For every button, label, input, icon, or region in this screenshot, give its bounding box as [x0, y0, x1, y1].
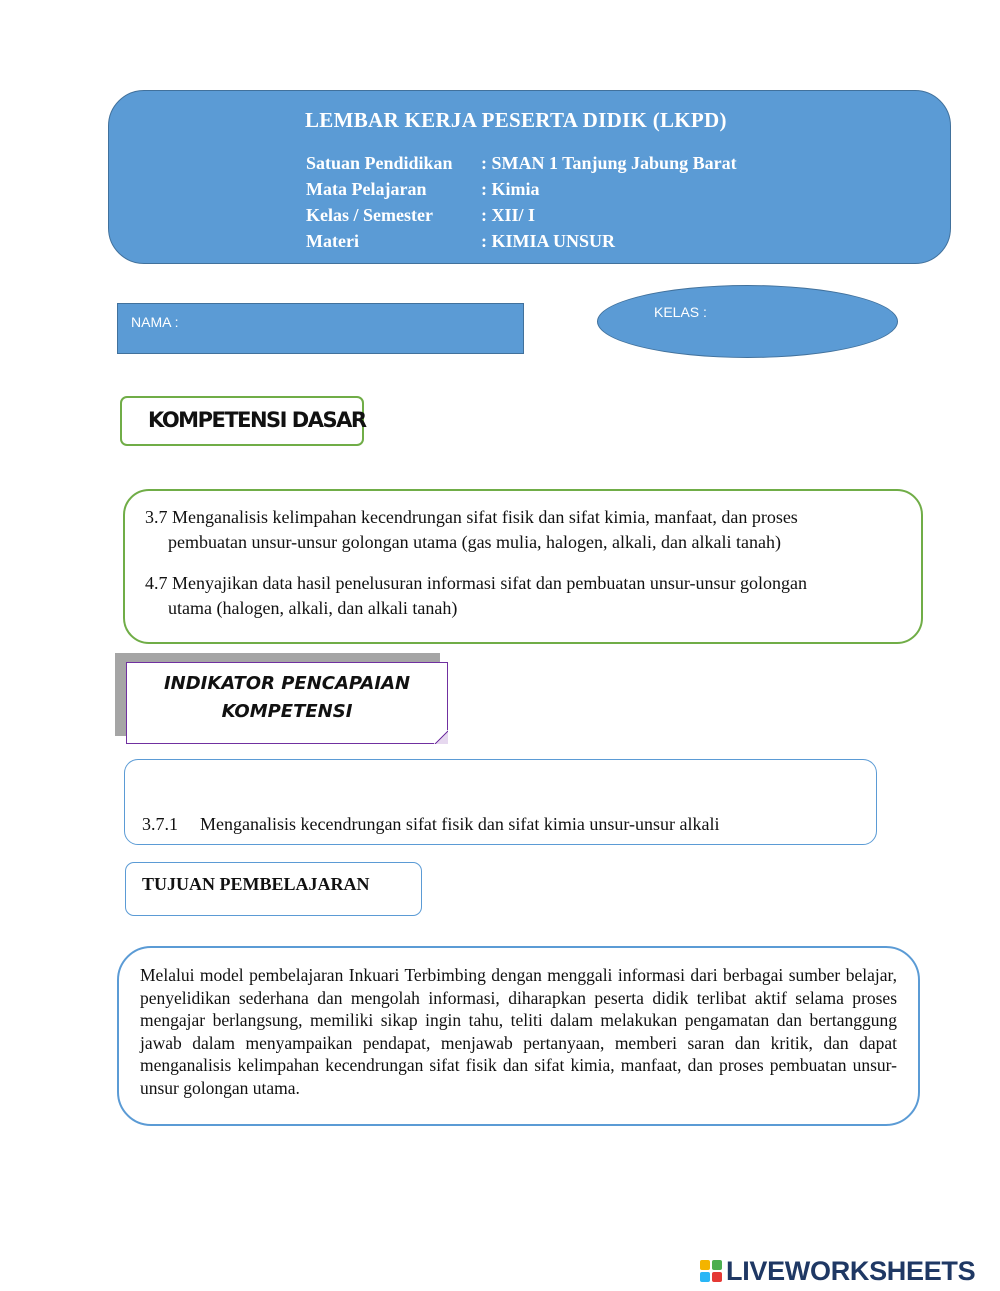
- tujuan-heading: [125, 862, 422, 916]
- tujuan-box: [117, 946, 920, 1126]
- liveworksheets-logo-text: LIVEWORKSHEETS: [726, 1255, 976, 1286]
- kompetensi-item: [145, 571, 881, 621]
- tujuan-text: Melalui model pembelajaran Inkuari Terbimbing dengan menggali informasi dari berbagai sumber belajar, penyelidikan sederhana dan mengolah informasi, diharapkan peserta didik terlibat aktif selama proses mengajar berlangsung, memiliki sikap ingin tahu, teliti dalam melakukan pengamatan dan bertanggung jawab dalam menyampaikan pendapat, menjawab pertanyaan, memberi saran dan kritik, dan dapat menganalisis kelimpahan kecendrungan sifat fisik dan sifat kimia, manfaat, dan proses pembuatan unsur-unsur golongan utama.: [140, 965, 897, 1098]
- header-row-mapel: [306, 179, 540, 200]
- header-row-kelas: [306, 205, 535, 226]
- nama-label: NAMA :: [131, 314, 179, 330]
- kelas-field[interactable]: [597, 285, 898, 358]
- kompetensi-item: [145, 505, 881, 555]
- header-label: Mata Pelajaran: [306, 179, 427, 199]
- header-value: : KIMIA UNSUR: [481, 231, 616, 251]
- header-label: Materi: [306, 231, 359, 251]
- indikator-heading-line1: INDIKATOR PENCAPAIAN: [163, 673, 411, 694]
- header-value: : XII/ I: [481, 205, 536, 225]
- indikator-heading-line2: KOMPETENSI: [221, 701, 353, 722]
- kompetensi-dasar-box: [123, 489, 923, 644]
- header-label: Satuan Pendidikan: [306, 153, 453, 173]
- logo-square: [700, 1260, 710, 1270]
- indikator-heading: [126, 662, 448, 744]
- kompetensi-dasar-title: KOMPETENSI DASAR: [148, 408, 366, 432]
- folded-corner-icon: [434, 730, 448, 744]
- indikator-box: [124, 759, 877, 845]
- indikator-item-number: 3.7.1: [142, 814, 178, 834]
- header-row-materi: [306, 231, 615, 252]
- lkpd-header: [108, 90, 951, 264]
- kompetensi-dasar-heading: [120, 396, 364, 446]
- liveworksheets-logo-icon: [700, 1260, 722, 1282]
- logo-square: [712, 1260, 722, 1270]
- header-value: : Kimia: [481, 179, 540, 199]
- liveworksheets-logo: [700, 1256, 975, 1286]
- kompetensi-item-first-line: 3.7 Menganalisis kelimpahan kecendrungan sifat fisik dan sifat kimia, manfaat, dan proses: [145, 507, 798, 527]
- nama-field[interactable]: [117, 303, 524, 354]
- kelas-label: KELAS :: [654, 304, 707, 320]
- indikator-item-text: Menganalisis kecendrungan sifat fisik dan sifat kimia unsur-unsur alkali: [200, 814, 720, 834]
- header-value: : SMAN 1 Tanjung Jabung Barat: [481, 153, 737, 173]
- kompetensi-item-rest: utama (halogen, alkali, dan alkali tanah): [168, 598, 458, 618]
- header-title: LEMBAR KERJA PESERTA DIDIK (LKPD): [305, 108, 727, 132]
- logo-square: [700, 1272, 710, 1282]
- header-label: Kelas / Semester: [306, 205, 433, 225]
- indikator-item: [142, 814, 720, 835]
- kompetensi-item-first-line: 4.7 Menyajikan data hasil penelusuran informasi sifat dan pembuatan unsur-unsur golongan: [145, 573, 807, 593]
- logo-square: [712, 1272, 722, 1282]
- tujuan-title: TUJUAN PEMBELAJARAN: [142, 874, 370, 894]
- kompetensi-item-rest: pembuatan unsur-unsur golongan utama (gas mulia, halogen, alkali, dan alkali tanah): [168, 532, 781, 552]
- header-row-satuan: [306, 153, 737, 174]
